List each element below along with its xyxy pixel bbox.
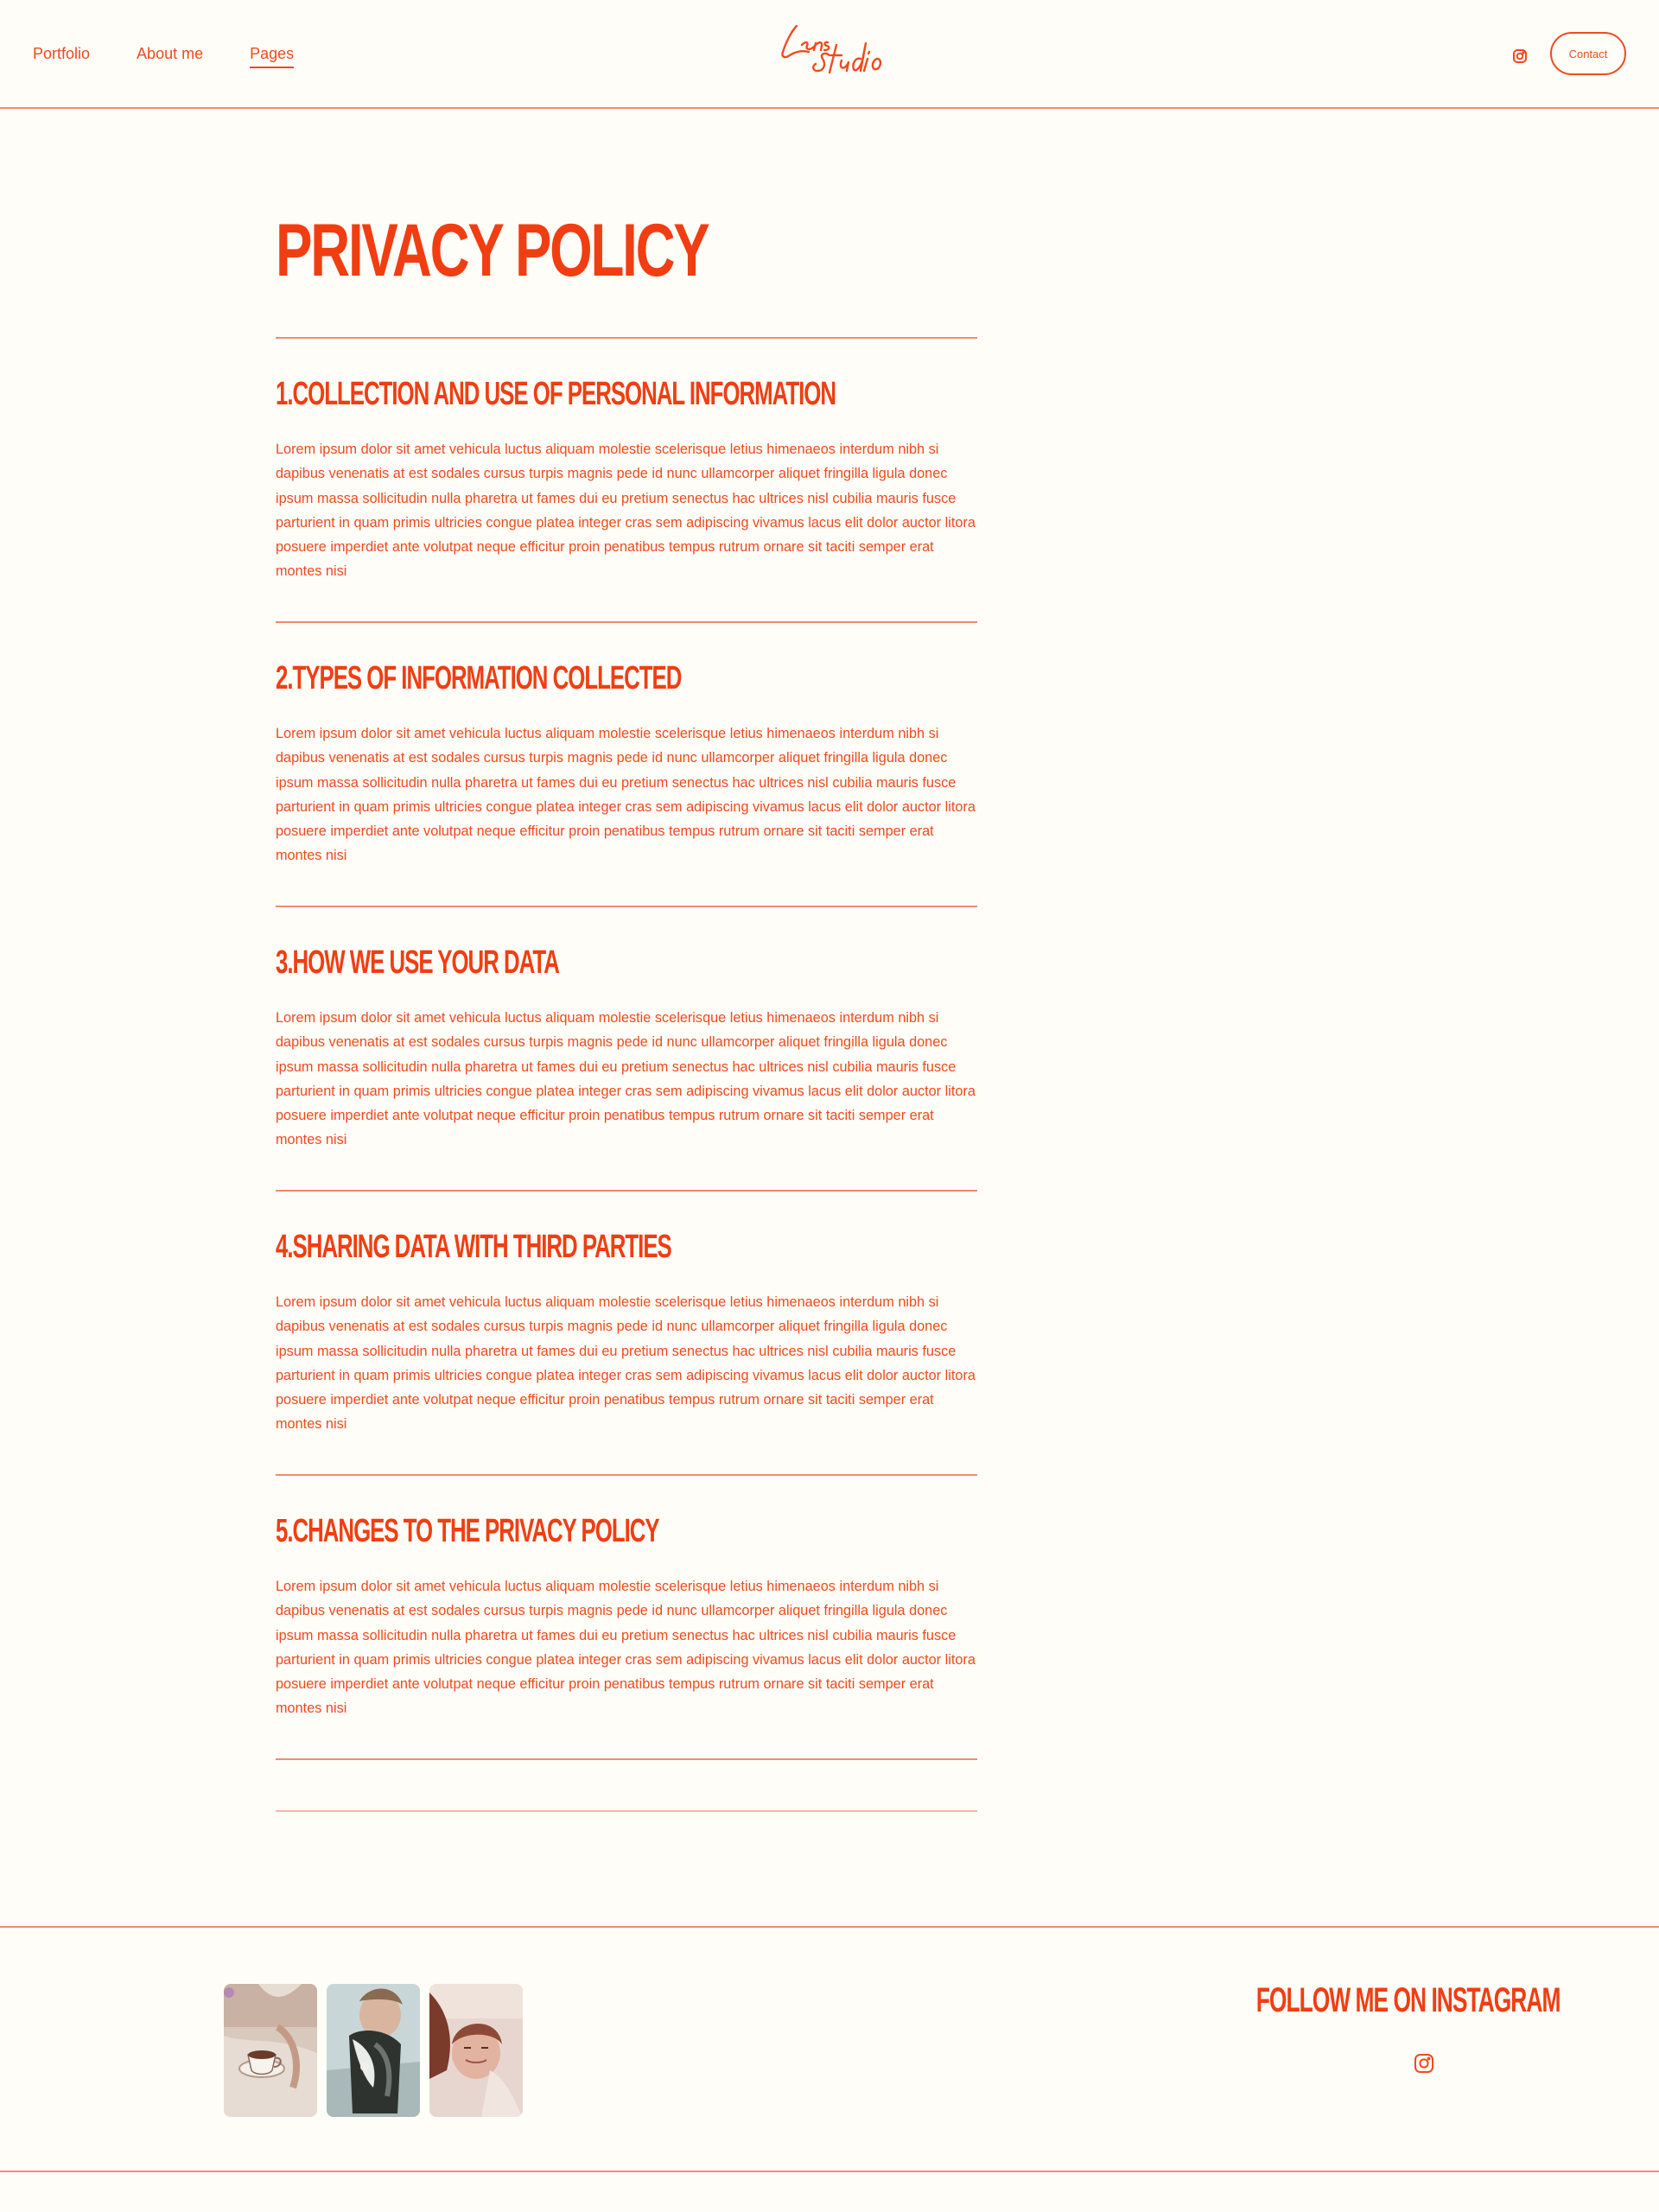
section-body: Lorem ipsum dolor sit amet vehicula luctus aliquam molestie scelerisque letius himenaeos interdum nibh si dapibus venenatis at est sodales cursus turpis magnis pede id nunc ullamcorper aliquet fringilla ligula donec ipsum massa sollicitudin nulla pharetra ut fames dui eu pretium senectus hac ultrices nisl cubilia mauris fusce parturient in quam primis ultricies congue platea integer cras sem adipiscing vivamus lacus elit dolor auctor litora posuere imperdiet ante volutpat neque efficitur proin penatibus tempus rutrum ornare sit taciti semper erat montes nisi [276,1010,976,1148]
policy-section [276,1476,977,1760]
main-nav [33,41,294,68]
instagram-icon[interactable] [1509,45,1531,67]
nav-about-me[interactable]: About me [137,45,204,62]
site-header [0,0,1659,109]
policy-section [276,623,977,907]
policy-section [276,907,977,1192]
nav-portfolio[interactable]: Portfolio [33,45,91,62]
lens-studio-logo[interactable] [776,19,888,88]
section-title: 5.CHANGES TO THE PRIVACY POLICY [276,1513,659,1549]
instagram-icon[interactable] [1413,2052,1435,2075]
page-title: PRIVACY POLICY [276,209,709,292]
policy-section [276,339,977,623]
section-title: 2.TYPES OF INFORMATION COLLECTED [276,660,682,696]
section-title: 3.HOW WE USE YOUR DATA [276,944,559,981]
section-title: 4.SHARING DATA WITH THIRD PARTIES [276,1229,671,1265]
privacy-policy-content [276,207,977,1812]
coffee-cup-photo[interactable] [224,1984,317,2117]
nav-pages[interactable]: Pages [250,41,294,68]
section-body: Lorem ipsum dolor sit amet vehicula luctus aliquam molestie scelerisque letius himenaeos interdum nibh si dapibus venenatis at est sodales cursus turpis magnis pede id nunc ullamcorper aliquet fringilla ligula donec ipsum massa sollicitudin nulla pharetra ut fames dui eu pretium senectus hac ultrices nisl cubilia mauris fusce parturient in quam primis ultricies congue platea integer cras sem adipiscing vivamus lacus elit dolor auctor litora posuere imperdiet ante volutpat neque efficitur proin penatibus tempus rutrum ornare sit taciti semper erat montes nisi [276,1579,976,1717]
follow-instagram-title: FOLLOW ME ON INSTAGRAM [1255,1981,1560,2019]
site-footer [0,1926,1659,2172]
woman-lying-down-photo[interactable] [429,1984,523,2117]
section-body: Lorem ipsum dolor sit amet vehicula luctus aliquam molestie scelerisque letius himenaeos interdum nibh si dapibus venenatis at est sodales cursus turpis magnis pede id nunc ullamcorper aliquet fringilla ligula donec ipsum massa sollicitudin nulla pharetra ut fames dui eu pretium senectus hac ultrices nisl cubilia mauris fusce parturient in quam primis ultricies congue platea integer cras sem adipiscing vivamus lacus elit dolor auctor litora posuere imperdiet ante volutpat neque efficitur proin penatibus tempus rutrum ornare sit taciti semper erat montes nisi [276,726,976,864]
section-title: 1.COLLECTION AND USE OF PERSONAL INFORMATION [276,376,836,412]
section-body: Lorem ipsum dolor sit amet vehicula luctus aliquam molestie scelerisque letius himenaeos interdum nibh si dapibus venenatis at est sodales cursus turpis magnis pede id nunc ullamcorper aliquet fringilla ligula donec ipsum massa sollicitudin nulla pharetra ut fames dui eu pretium senectus hac ultrices nisl cubilia mauris fusce parturient in quam primis ultricies congue platea integer cras sem adipiscing vivamus lacus elit dolor auctor litora posuere imperdiet ante volutpat neque efficitur proin penatibus tempus rutrum ornare sit taciti semper erat montes nisi [276,442,976,580]
policy-section [276,1192,977,1476]
instagram-gallery [224,1984,523,2117]
contact-button[interactable]: Contact [1550,32,1626,75]
bottom-divider [276,1810,977,1812]
section-body: Lorem ipsum dolor sit amet vehicula luctus aliquam molestie scelerisque letius himenaeos interdum nibh si dapibus venenatis at est sodales cursus turpis magnis pede id nunc ullamcorper aliquet fringilla ligula donec ipsum massa sollicitudin nulla pharetra ut fames dui eu pretium senectus hac ultrices nisl cubilia mauris fusce parturient in quam primis ultricies congue platea integer cras sem adipiscing vivamus lacus elit dolor auctor litora posuere imperdiet ante volutpat neque efficitur proin penatibus tempus rutrum ornare sit taciti semper erat montes nisi [276,1294,976,1433]
woman-with-scarf-photo[interactable] [327,1984,420,2117]
